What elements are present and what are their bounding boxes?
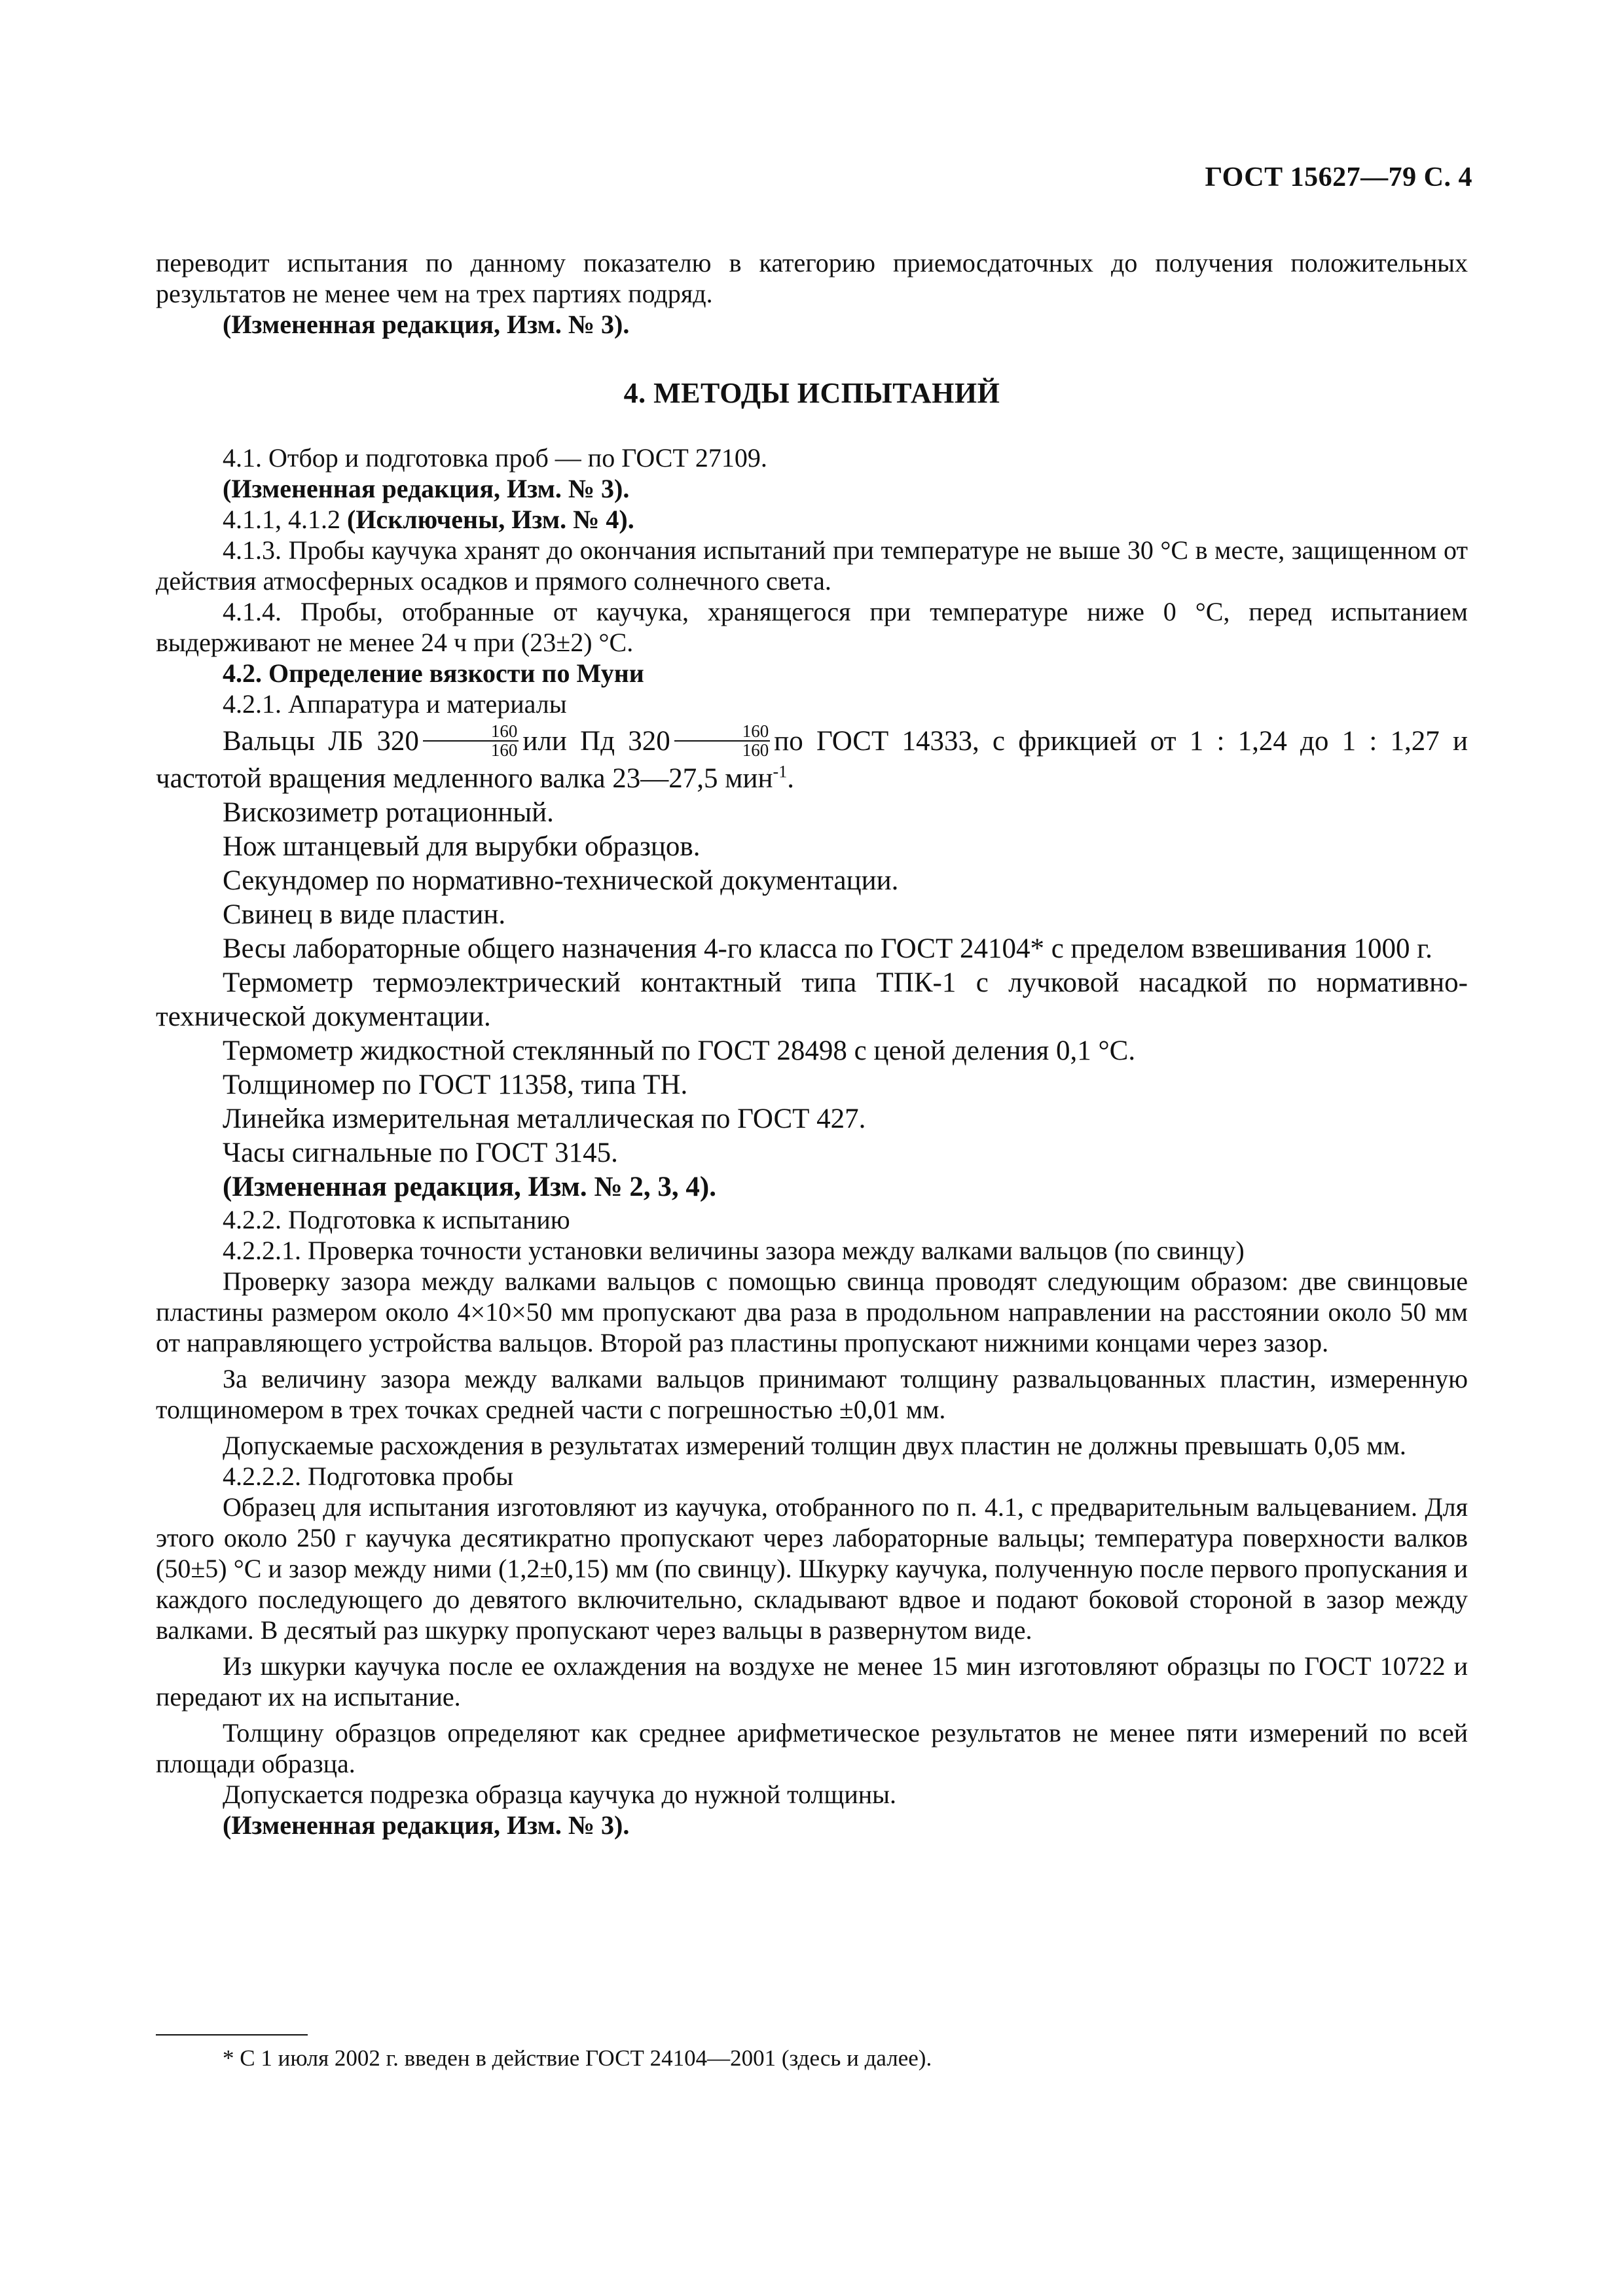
equipment-item: Часы сигнальные по ГОСТ 3145.: [223, 1138, 618, 1169]
document-body: [156, 247, 1468, 1840]
equipment-item: Секундомер по нормативно-технической документации.: [223, 865, 899, 897]
clause-4-2-2-1: 4.2.2.1. Проверка точности установки величины зазора между валками вальцов (по свинцу): [223, 1236, 1245, 1266]
fraction-denominator: 160: [490, 740, 518, 761]
rollers-text-b: или Пд 320: [522, 726, 670, 757]
clause-number: 4.1.1, 4.1.2: [223, 505, 347, 534]
fraction-denominator: 160: [742, 740, 769, 761]
footnote-rule: [156, 2034, 308, 2036]
equipment-item: Нож штанцевый для вырубки образцов.: [223, 831, 701, 863]
fraction-1: [423, 723, 519, 759]
clause-4-2-title: 4.2. Определение вязкости по Муни: [223, 658, 644, 688]
paragraph-continuation: переводит испытания по данному показателю в категорию приемосдаточных до получения положительных результатов не менее чем на трех партиях подряд.: [156, 248, 1468, 308]
clause-4-2-2: 4.2.2. Подготовка к испытанию: [223, 1205, 570, 1235]
amendment-note: (Измененная редакция, Изм. № 3).: [223, 474, 630, 503]
excluded-note: (Исключены, Изм. № 4).: [347, 505, 634, 534]
clause-4-2-1: 4.2.1. Аппаратура и материалы: [223, 689, 567, 719]
equipment-item: Толщиномер по ГОСТ 11358, типа ТН.: [223, 1069, 688, 1101]
exponent: -1: [773, 762, 788, 781]
rollers-text-c: по ГОСТ 14333, с фрикцией от 1 : 1,24 до 1 : 1,27 и частотой вращения медленного валка 23—27,5 мин: [156, 726, 1468, 795]
page-header: ГОСТ 15627—79 С. 4: [1205, 162, 1472, 192]
thickness-determination: Толщину образцов определяют как среднее арифметическое результатов не менее пяти измерений по всей площади образца.: [156, 1718, 1468, 1779]
clause-4-1: 4.1. Отбор и подготовка проб — по ГОСТ 27109.: [223, 443, 767, 473]
section-heading: 4. МЕТОДЫ ИСПЫТАНИЙ: [623, 377, 1000, 409]
equipment-rollers: [156, 721, 1468, 796]
equipment-item: Свинец в виде пластин.: [223, 899, 506, 931]
equipment-item: Термометр жидкостной стеклянный по ГОСТ 28498 с ценой деления 0,1 °С.: [223, 1035, 1136, 1067]
equipment-item: Линейка измерительная металлическая по ГОСТ 427.: [223, 1103, 866, 1135]
rollers-text-end: .: [787, 763, 794, 795]
fraction-2: [674, 723, 771, 759]
fraction-numerator: 160: [423, 723, 519, 742]
sample-cutting: Из шкурки каучука после ее охлаждения на воздухе не менее 15 мин изготовляют образцы по ГОСТ 10722 и передают их на испытание.: [156, 1651, 1468, 1712]
gap-measure: За величину зазора между валками вальцов принимают толщину развальцованных пластин, измеренную толщиномером в трех точках средней части с погрешностью ±0,01 мм.: [156, 1364, 1468, 1425]
gap-check-procedure: Проверку зазора между валками вальцов с помощью свинца проводят следующим образом: две свинцовые пластины размером около 4×10×50 мм пропускают два раза в продольном направлении на расстоянии около 50 мм от направляющего устройства вальцов. Второй раз пластины пропускают нижними концами через зазор.: [156, 1266, 1468, 1358]
trimming-allowed: Допускается подрезка образца каучука до нужной толщины.: [223, 1780, 897, 1810]
clause-4-1-3: 4.1.3. Пробы каучука хранят до окончания испытаний при температуре не выше 30 °С в месте, защищенном от действия атмосферных осадков и прямого солнечного света.: [156, 535, 1468, 596]
sample-preparation: Образец для испытания изготовляют из каучука, отобранного по п. 4.1, с предварительным вальцеванием. Для этого около 250 г каучука десятикратно пропускают через лабораторные вальцы; температура поверхности валков (50±5) °С и зазор между ними (1,2±0,15) мм (по свинцу). Шкурку каучука, полученную после первого пропускания и каждого последующего до девятого включительно, складывают вдвое и подают боковой стороной в зазор между валками. В десятый раз шкурку пропускают через вальцы в развернутом виде.: [156, 1492, 1468, 1645]
fraction-numerator: 160: [674, 723, 771, 742]
rollers-text-a: Вальцы ЛБ 320: [223, 726, 419, 757]
amendment-note: (Измененная редакция, Изм. № 3).: [223, 1810, 630, 1840]
equipment-item: Термометр термоэлектрический контактный типа ТПК-1 с лучковой насадкой по нормативно-технической документации.: [156, 967, 1468, 1033]
amendment-note: (Измененная редакция, Изм. № 2, 3, 4).: [223, 1172, 716, 1203]
amendment-note: (Измененная редакция, Изм. № 3).: [223, 310, 630, 339]
clause-4-1-4: 4.1.4. Пробы, отобранные от каучука, хранящегося при температуре ниже 0 °С, перед испытанием выдерживают не менее 24 ч при (23±2) °С.: [156, 597, 1468, 657]
tolerance: Допускаемые расхождения в результатах измерений толщин двух пластин не должны превышать 0,05 мм.: [223, 1431, 1406, 1461]
footnote: * С 1 июля 2002 г. введен в действие ГОСТ 24104—2001 (здесь и далее).: [223, 2045, 932, 2071]
clause-4-1-1: [156, 504, 1468, 535]
clause-4-2-2-2: 4.2.2.2. Подготовка пробы: [223, 1462, 514, 1492]
equipment-item: Вискозиметр ротационный.: [223, 797, 554, 829]
equipment-item: Весы лабораторные общего назначения 4-го класса по ГОСТ 24104* с пределом взвешивания 1000 г.: [223, 933, 1432, 965]
